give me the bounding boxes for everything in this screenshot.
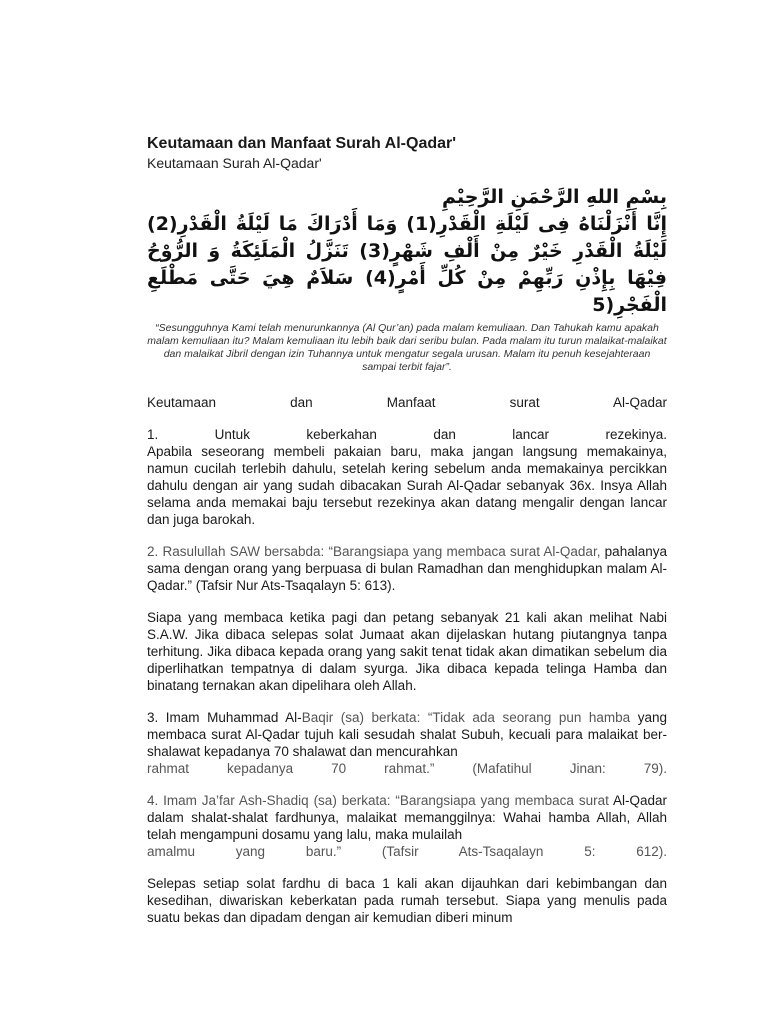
arabic-basmala: بِسْمِ اللهِ الرَّحْمَنِ الرَّحِيْمِ — [442, 186, 667, 208]
paragraph-5 — [147, 792, 667, 860]
paragraph-5-text: Al-Qadar dalam shalat-shalat fardhunya, malaikat memanggilnya: Wahai hamba Allah, Allah telah mengampuni dosamu yang lalu, maka mulailah — [147, 793, 667, 842]
page-title: Keutamaan dan Manfaat Surah Al-Qadar' — [147, 135, 457, 152]
paragraph-2-text: pahalanya sama dengan orang yang berpuasa di bulan Ramadhan dan menghidupkan malam Al-Qadar.” (Tafsir Nur Ats-Tsaqalayn 5: 613). — [147, 544, 667, 593]
paragraph-5-last-line: amalmu yang baru.” (Tafsir Ats-Tsaqalayn 5: 612). — [147, 844, 667, 859]
paragraph-4-text: yang membaca surat Al-Qadar tujuh kali sesudah shalat Subuh, kecuali para malaikat ber-shalawat kepadanya 70 shalawat dan mencurahkan — [147, 710, 667, 759]
paragraph-3: Siapa yang membaca ketika pagi dan petang sebanyak 21 kali akan melihat Nabi S.A.W. Jika dibaca selepas solat Jumaat akan dijelaskan hutang piutangnya tanpa terhitung. Jika dibaca kepada orang yang sakit tenat tidak akan dimatikan sebelum dia diperlihatkan tempatnya di dalam syurga. Jika dibaca kepada telinga Hamba dan binatang ternakan akan dipelihara oleh Allah. — [147, 610, 667, 693]
paragraph-4-lead: 3. Imam Muhammad Al- — [147, 710, 302, 725]
paragraph-5-lead: 4. Imam Ja’far Ash-Shadiq (sa) berkata: “Barangsiapa yang membaca surat — [147, 793, 609, 808]
paragraph-6: Selepas setiap solat fardhu di baca 1 kali akan dijauhkan dari kebimbangan dan kesedihan, diwariskan keberkatan pada rumah tersebut. Siapa yang menulis pada suatu bekas dan dipadam dengan air kemudian diberi minum — [147, 876, 667, 925]
paragraph-2-lead: 2. Rasulullah SAW bersabda: “Barangsiapa yang membaca surat Al-Qadar, — [147, 544, 601, 559]
arabic-surah-text: إِنَّا أَنْزَلْنَاهُ فِى لَيْلَةِ الْقَدْرِ(1) وَمَا أَدْرَاكَ مَا لَيْلَةُ الْقَدْرِ(2) لَيْلَةُ الْقَدْرِ خَيْرٌ مِنْ أَلْفِ شَهْرٍ(3) تَنَزَّلُ الْمَلَئِكَةُ وَ الرُّوْحُ فِيْهَا بِإِذْنِ رَبِّهِمْ مِنْ كُلِّ أَمْرٍ(4) سَلاَمٌ هِيَ حَتَّى مَطْلَعِ الْفَجْرِ(5 — [147, 213, 668, 316]
paragraph-1-text: Apabila seseorang membeli pakaian baru, maka jangan langsung memakainya, namun cucilah terlebih dahulu, setelah kering sebelum anda memakainya percikkan dahulu dengan air yang sudah dibacakan Surah Al-Qadar sebanyak 36x. Insya Allah selama anda memakai baju tersebut rezekinya akan datang mengalir dengan lancar dan juga barokah. — [147, 444, 667, 527]
paragraph-1 — [147, 426, 667, 528]
paragraph-4 — [147, 709, 667, 777]
document-content — [147, 134, 667, 941]
paragraph-4-lead-quote: Baqir (sa) berkata: “Tidak ada seorang pun hamba — [301, 710, 631, 725]
section-heading: Keutamaan dan Manfaat surat Al-Qadar — [147, 395, 667, 410]
page-subtitle: Keutamaan Surah Al-Qadar' — [147, 155, 322, 171]
translation-text: “Sesungguhnya Kami telah menurunkannya (Al Qur’an) pada malam kemuliaan. Dan Tahukah kamu apakah malam kemuliaan itu? Malam kemuliaan itu lebih baik dari seribu bulan. Pada malam itu turun malaikat-malaikat dan malaikat Jibril dengan izin Tuhannya untuk mengatur segala urusan. Malam itu penuh kesejahteraan sampai terbit fajar”. — [147, 322, 667, 373]
paragraph-2 — [147, 543, 667, 594]
paragraph-4-last-line: rahmat kepadanya 70 rahmat.” (Mafatihul Jinan: 79). — [147, 761, 667, 776]
paragraph-1-first-line: 1. Untuk keberkahan dan lancar rezekinya. — [147, 427, 667, 442]
